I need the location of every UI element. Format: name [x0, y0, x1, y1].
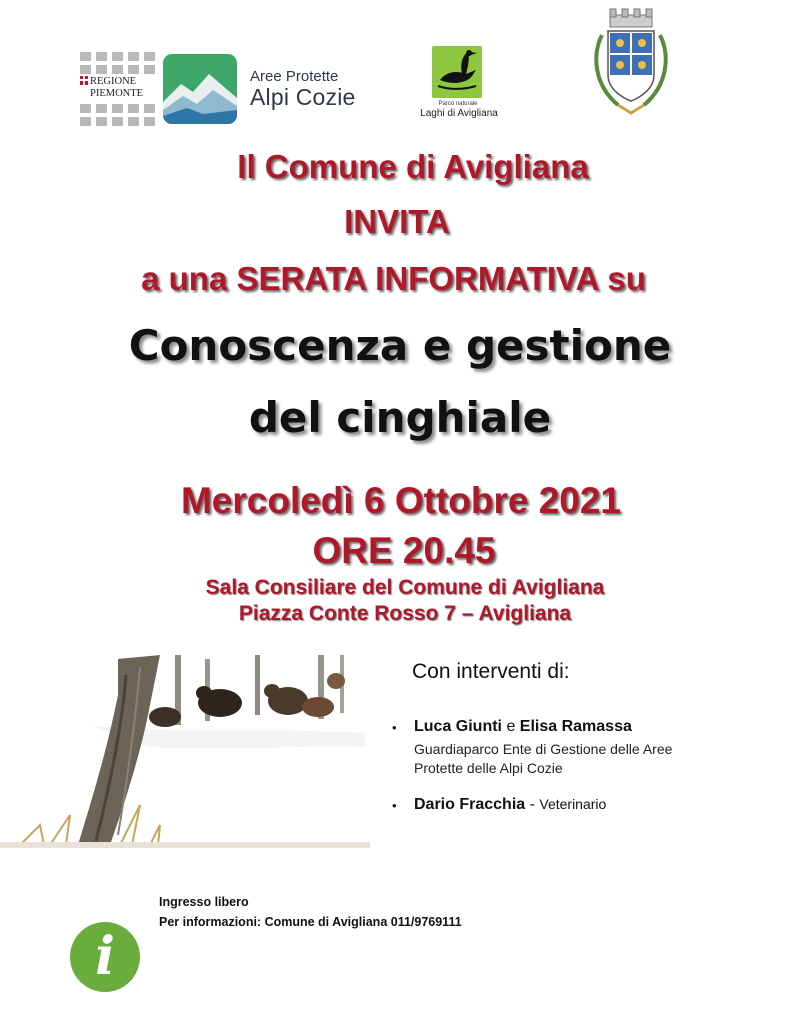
event-venue: Sala Consiliare del Comune di Avigliana	[205, 576, 605, 599]
headline-comune: Il Comune di Avigliana	[237, 148, 589, 185]
logo-square	[80, 52, 91, 61]
speaker-names	[414, 796, 606, 814]
regione-piemonte-logo	[78, 76, 158, 103]
logo-square	[80, 117, 91, 126]
logo-square	[144, 65, 155, 74]
entry-free-note: Ingresso libero	[159, 895, 249, 909]
coat-of-arms-icon	[588, 5, 674, 123]
logo-square	[80, 104, 91, 113]
speakers-heading: Con interventi di:	[412, 660, 570, 683]
speaker-name: Dario Fracchia	[414, 796, 526, 813]
speaker-name: Elisa Ramassa	[519, 718, 632, 735]
info-icon	[70, 922, 140, 992]
duck-icon	[432, 46, 482, 98]
info-glyph: i	[95, 926, 115, 987]
event-title-line2: del cinghiale	[248, 393, 552, 442]
speaker-role: Veterinario	[539, 796, 607, 812]
laghi-caption-small: Parco naturale	[438, 101, 478, 107]
speaker-names	[414, 718, 632, 736]
alpi-line1: Aree Protette	[250, 68, 339, 85]
logo-square	[112, 65, 123, 74]
laghi-caption-name: Laghi di Avigliana	[420, 108, 498, 119]
speaker-role-line1: Guardiaparco Ente di Gestione delle Aree	[414, 741, 673, 757]
headline-serata: a una SERATA INFORMATIVA su	[141, 260, 646, 297]
logo-square	[128, 104, 139, 113]
bullet-icon: •	[392, 720, 397, 735]
logo-square	[112, 117, 123, 126]
mountain-logo-icon	[163, 54, 237, 124]
wild-boar-illustration	[0, 655, 370, 855]
logo-square	[128, 52, 139, 61]
headline-invita: INVITA	[344, 203, 450, 240]
speaker-conjunction: e	[502, 718, 520, 735]
regione-line2: PIEMONTE	[90, 88, 144, 99]
logo-square	[128, 65, 139, 74]
logo-square	[112, 104, 123, 113]
speaker-separator: -	[525, 796, 540, 813]
speaker-role-line2: Protette delle Alpi Cozie	[414, 760, 563, 776]
event-date: Mercoledì 6 Ottobre 2021	[180, 480, 622, 521]
logo-square	[96, 52, 107, 61]
logo-square	[96, 117, 107, 126]
event-address: Piazza Conte Rosso 7 – Avigliana	[238, 602, 572, 625]
logo-square	[80, 65, 91, 74]
alpi-line2: Alpi Cozie	[250, 84, 356, 110]
contact-info: Per informazioni: Comune di Avigliana 011/9769111	[159, 915, 462, 929]
speaker-name: Luca Giunti	[414, 718, 502, 735]
logo-square	[144, 104, 155, 113]
logo-square	[96, 104, 107, 113]
piemonte-flag-icon	[80, 76, 88, 85]
event-title-line1: Conoscenza e gestione	[128, 321, 672, 370]
alpi-cozie-wordmark	[250, 68, 356, 110]
logo-square	[144, 52, 155, 61]
logo-square	[112, 52, 123, 61]
event-time: ORE 20.45	[312, 530, 496, 571]
regione-line1: REGIONE	[90, 76, 137, 87]
bullet-icon: •	[392, 798, 397, 813]
logo-square	[128, 117, 139, 126]
logo-square	[96, 65, 107, 74]
logo-square	[144, 117, 155, 126]
